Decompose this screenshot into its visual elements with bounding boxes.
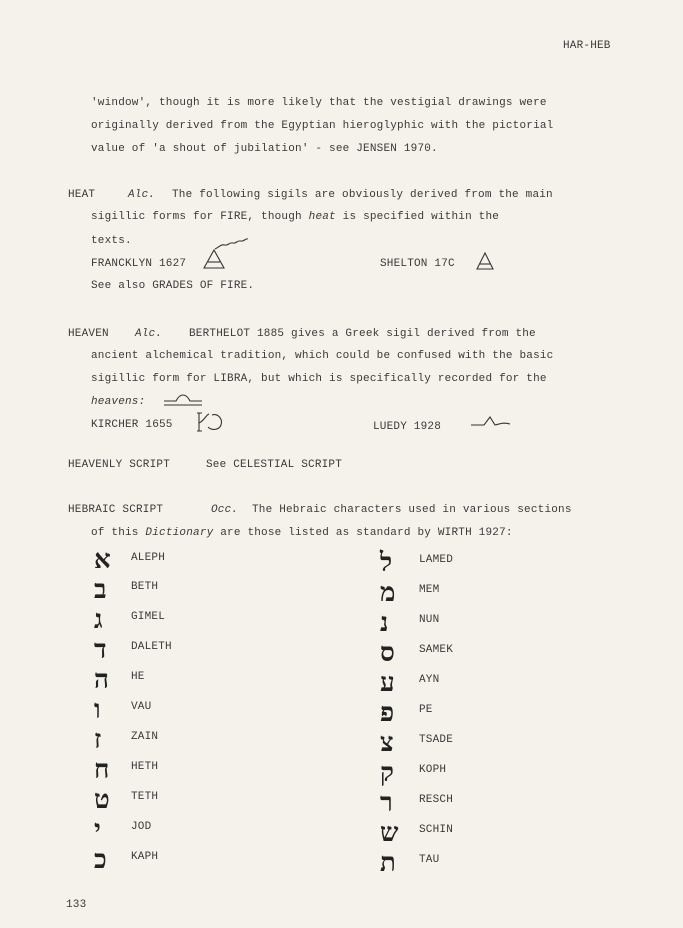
hebrew-letter-name: HETH	[131, 761, 159, 773]
hebrew-letter-name: JOD	[131, 821, 152, 833]
hebrew-letter: ב	[94, 575, 107, 605]
hebrew-letter: נ	[380, 608, 389, 638]
heaven-sigil-kircher	[196, 411, 226, 433]
hebrew-letter-name: ALEPH	[131, 552, 166, 564]
heat-sigil-franklyn	[203, 236, 253, 270]
hebrew-letter: ע	[380, 668, 395, 698]
hebrew-letter: ר	[380, 788, 393, 818]
hebrew-letter-name: BETH	[131, 581, 159, 593]
entry-term-heavenly-script: HEAVENLY SCRIPT	[68, 459, 171, 471]
body-line: ancient alchemical tradition, which could be confused with the basic	[91, 350, 554, 362]
hebrew-letter: ק	[380, 758, 394, 788]
hebrew-letter: ה	[94, 665, 109, 695]
heat-sigil-shelton	[476, 251, 496, 271]
body-line: sigillic forms for FIRE, though heat is specified within the	[91, 211, 500, 223]
hebrew-letter: צ	[380, 728, 394, 758]
entry-term-heat: HEAT	[68, 189, 96, 201]
heaven-sigil-luedy	[470, 415, 512, 429]
hebrew-letter: י	[94, 815, 101, 845]
body-line: 'window', though it is more likely that the vestigial drawings were	[91, 97, 547, 109]
hebrew-letter: ו	[94, 695, 101, 725]
source-citation: FRANCKLYN 1627	[91, 258, 187, 270]
body-line: BERTHELOT 1885 gives a Greek sigil derived from the	[189, 328, 536, 340]
hebrew-letter-name: KAPH	[131, 851, 159, 863]
body-line: of this Dictionary are those listed as standard by WIRTH 1927:	[91, 527, 513, 539]
hebrew-letter: ד	[94, 635, 107, 665]
hebrew-letter-name: LAMED	[419, 554, 454, 566]
body-line: originally derived from the Egyptian hieroglyphic with the pictorial	[91, 120, 554, 132]
entry-term-heaven: HEAVEN	[68, 328, 109, 340]
cross-reference: See CELESTIAL SCRIPT	[206, 459, 343, 471]
source-citation: KIRCHER 1655	[91, 419, 173, 431]
hebrew-letter: ז	[94, 725, 102, 755]
hebrew-letter-name: PE	[419, 704, 433, 716]
body-line: value of 'a shout of jubilation' - see JENSEN 1970.	[91, 143, 438, 155]
hebrew-letter: א	[94, 545, 111, 575]
hebrew-letter-name: NUN	[419, 614, 440, 626]
hebrew-letter: ת	[380, 848, 396, 878]
hebrew-letter: כ	[94, 845, 107, 875]
entry-abbr: Alc.	[135, 328, 163, 340]
hebrew-letter: ג	[94, 605, 103, 635]
heaven-sigil-berthelot	[162, 393, 204, 409]
hebrew-letter-name: VAU	[131, 701, 152, 713]
hebrew-letter: ט	[94, 785, 110, 815]
body-line: sigillic form for LIBRA, but which is specifically recorded for the	[91, 373, 547, 385]
hebrew-letter-name: DALETH	[131, 641, 172, 653]
hebrew-letter: ל	[380, 548, 393, 578]
hebrew-letter-name: GIMEL	[131, 611, 166, 623]
hebrew-letter-name: TETH	[131, 791, 159, 803]
entry-abbr: Alc.	[128, 189, 156, 201]
body-line: The Hebraic characters used in various sections	[252, 504, 572, 516]
body-line: The following sigils are obviously derived from the main	[172, 189, 553, 201]
hebrew-letter: ש	[380, 818, 399, 848]
body-line: heavens:	[91, 396, 146, 408]
hebrew-letter-name: TSADE	[419, 734, 454, 746]
entry-term-hebraic-script: HEBRAIC SCRIPT	[68, 504, 164, 516]
hebrew-letter-name: RESCH	[419, 794, 454, 806]
see-also: See also GRADES OF FIRE.	[91, 280, 255, 292]
hebrew-letter-name: SAMEK	[419, 644, 454, 656]
hebrew-letter-name: AYN	[419, 674, 440, 686]
source-citation: SHELTON 17C	[380, 258, 455, 270]
hebrew-letter-name: MEM	[419, 584, 440, 596]
hebrew-letter-name: SCHIN	[419, 824, 454, 836]
entry-abbr: Occ.	[211, 504, 239, 516]
hebrew-letter: ס	[380, 638, 395, 668]
hebrew-letter: פ	[380, 698, 395, 728]
body-line: texts.	[91, 235, 132, 247]
hebrew-letter-name: TAU	[419, 854, 440, 866]
page-number: 133	[66, 899, 87, 911]
hebrew-letter-name: KOPH	[419, 764, 447, 776]
hebrew-letter-name: ZAIN	[131, 731, 159, 743]
hebrew-letter: מ	[380, 578, 396, 608]
hebrew-letter-name: HE	[131, 671, 145, 683]
source-citation: LUEDY 1928	[373, 421, 442, 433]
hebrew-letter: ח	[94, 755, 110, 785]
running-head: HAR-HEB	[563, 40, 611, 52]
